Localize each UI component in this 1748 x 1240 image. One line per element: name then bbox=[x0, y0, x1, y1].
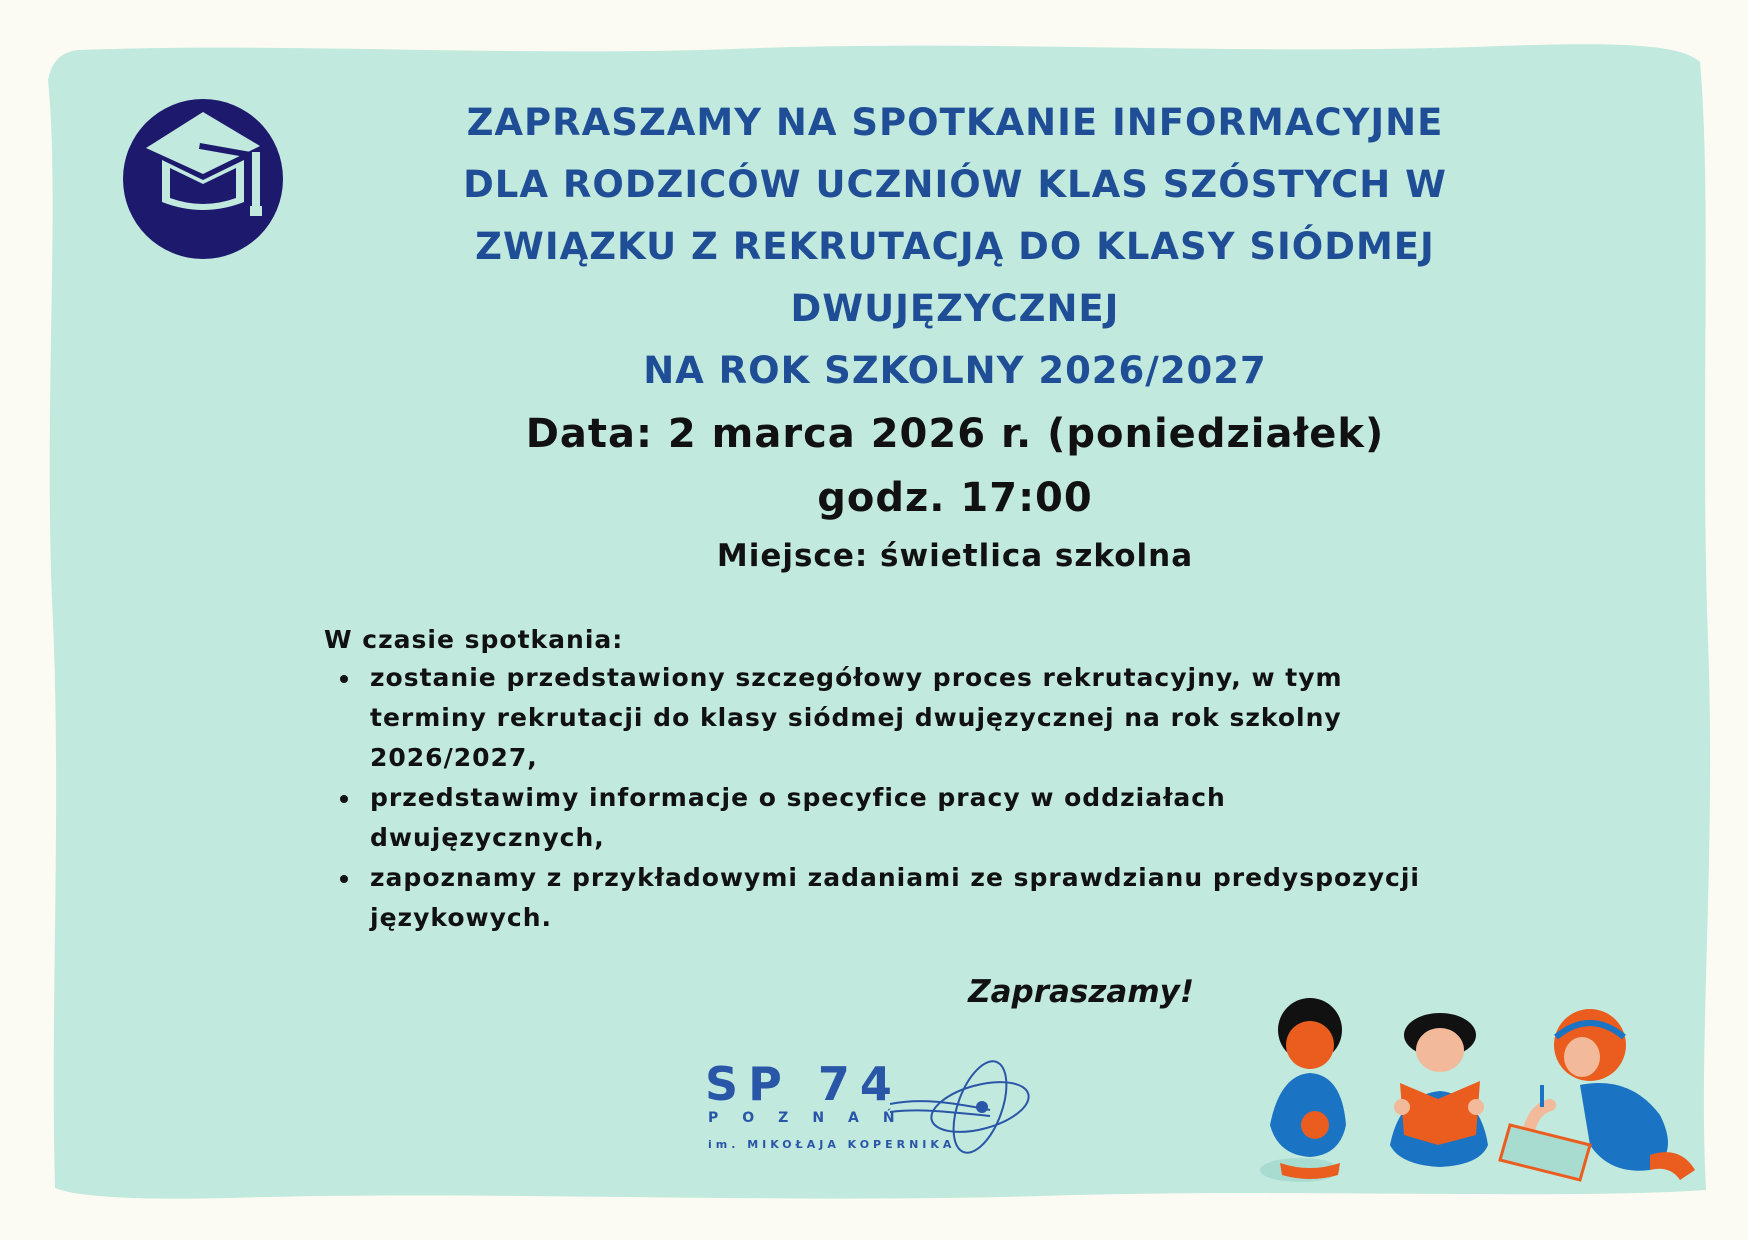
heading-line: DLA RODZICÓW UCZNIÓW KLAS SZÓSTYCH W bbox=[463, 163, 1447, 206]
list-item: zapoznamy z przykładowymi zadaniami ze sprawdzianu predyspozycji językowych. bbox=[370, 858, 1420, 938]
children-reading-illustration bbox=[1250, 995, 1710, 1195]
agenda-intro: W czasie spotkania: bbox=[324, 625, 624, 654]
heading-line: DWUJĘZYCZNEJ bbox=[790, 287, 1120, 330]
logo-main-text: SP 74 bbox=[705, 1057, 902, 1111]
event-place: Miejsce: świetlica szkolna bbox=[716, 538, 1194, 574]
list-item: zostanie przedstawiony szczegółowy proces rekrutacyjny, w tym terminy rekrutacji do klasy siódmej dwujęzycznej na rok szkolny 2026/2027, bbox=[370, 658, 1420, 778]
closing-text: Zapraszamy! bbox=[968, 974, 1194, 1010]
graduation-cap-icon bbox=[122, 98, 284, 260]
event-heading bbox=[330, 92, 1580, 402]
logo-patron-text: im. MIKOŁAJA KOPERNIKA bbox=[708, 1138, 956, 1151]
school-logo bbox=[700, 1052, 1040, 1162]
atom-center-icon bbox=[976, 1101, 988, 1113]
list-item: przedstawimy informacje o specyfice pracy w oddziałach dwujęzycznych, bbox=[370, 778, 1420, 858]
event-time: godz. 17:00 bbox=[817, 475, 1093, 521]
heading-line: ZWIĄZKU Z REKRUTACJĄ DO KLASY SIÓDMEJ bbox=[475, 225, 1435, 268]
event-date: Data: 2 marca 2026 r. (poniedziałek) bbox=[525, 411, 1385, 457]
agenda-list bbox=[370, 658, 1420, 938]
logo-city-text: POZNAŃ bbox=[708, 1110, 919, 1126]
heading-line: ZAPRASZAMY NA SPOTKANIE INFORMACYJNE bbox=[466, 101, 1444, 144]
heading-line: NA ROK SZKOLNY 2026/2027 bbox=[643, 349, 1267, 392]
